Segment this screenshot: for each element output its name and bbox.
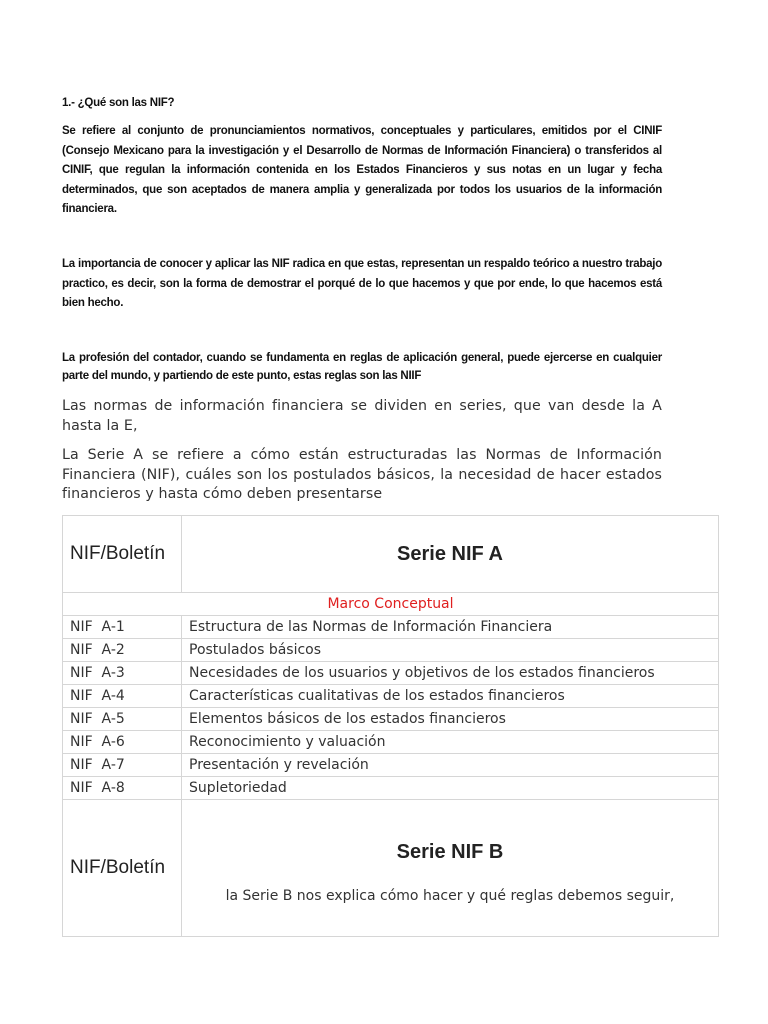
table-row (63, 616, 719, 639)
nif-description: Postulados básicos (182, 639, 719, 662)
table-row (63, 754, 719, 777)
definition-paragraph: Se refiere al conjunto de pronunciamientos normativos, conceptuales y particulares, emitidos por el CINIF (Consejo Mexicano para la investigación y el Desarrollo de Normas de Información Financiera) o transferidos al CINIF, que regulan la información contenida en los Estados Financieros y sus notas en un lugar y fecha determinados, que son aceptados de manera amplia y generalizada por todos los usuarios de la información financiera. (62, 125, 662, 216)
series-b-description: la Serie B nos explica cómo hacer y qué reglas debemos seguir, (225, 887, 675, 904)
nif-code: NIF A-1 (63, 616, 182, 639)
nif-description: Reconocimiento y valuación (182, 731, 719, 754)
nif-description: Elementos básicos de los estados financieros (182, 708, 719, 731)
series-b-cell (182, 800, 719, 937)
table-header-row (63, 516, 719, 593)
series-b-row (63, 800, 719, 937)
nif-code: NIF A-7 (63, 754, 182, 777)
profession-paragraph: La profesión del contador, cuando se fundamenta en reglas de aplicación general, puede ejercerse en cualquier parte del mundo, y partiendo de este punto, estas reglas son las NIIF (62, 352, 662, 382)
series-a-title: Serie NIF A (182, 516, 719, 593)
nif-description: Características cualitativas de los estados financieros (182, 685, 719, 708)
marco-conceptual-label: Marco Conceptual (63, 593, 719, 616)
table-row (63, 662, 719, 685)
table-row (63, 777, 719, 800)
table-row (63, 639, 719, 662)
section-row (63, 593, 719, 616)
series-b-label: NIF/Boletín (63, 800, 182, 937)
nif-description: Estructura de las Normas de Información Financiera (182, 616, 719, 639)
series-intro-paragraph: Las normas de información financiera se dividen en series, que van desde la A hasta la E, (62, 398, 662, 434)
nif-code: NIF A-6 (63, 731, 182, 754)
nif-boletin-header: NIF/Boletín (63, 516, 182, 593)
question-heading: 1.- ¿Qué son las NIF? (62, 97, 175, 109)
nif-code: NIF A-5 (63, 708, 182, 731)
nif-code: NIF A-2 (63, 639, 182, 662)
importance-paragraph: La importancia de conocer y aplicar las NIF radica en que estas, representan un respaldo teórico a nuestro trabajo practico, es decir, son la forma de demostrar el porqué de lo que hacemos y que por ende, lo que hacemos está bien hecho. (62, 258, 662, 310)
series-b-title: Serie NIF B (396, 840, 504, 863)
table-row (63, 731, 719, 754)
nif-description: Presentación y revelación (182, 754, 719, 777)
nif-description: Necesidades de los usuarios y objetivos de los estados financieros (182, 662, 719, 685)
table-row (63, 685, 719, 708)
nif-series-table (62, 515, 719, 937)
nif-description: Supletoriedad (182, 777, 719, 800)
series-a-intro-paragraph: La Serie A se refiere a cómo están estructuradas las Normas de Información Financiera (NIF), cuáles son los postulados básicos, la necesidad de hacer estados financieros y hasta cómo deben presentarse (62, 447, 662, 502)
nif-code: NIF A-4 (63, 685, 182, 708)
table-row (63, 708, 719, 731)
nif-code: NIF A-8 (63, 777, 182, 800)
nif-code: NIF A-3 (63, 662, 182, 685)
